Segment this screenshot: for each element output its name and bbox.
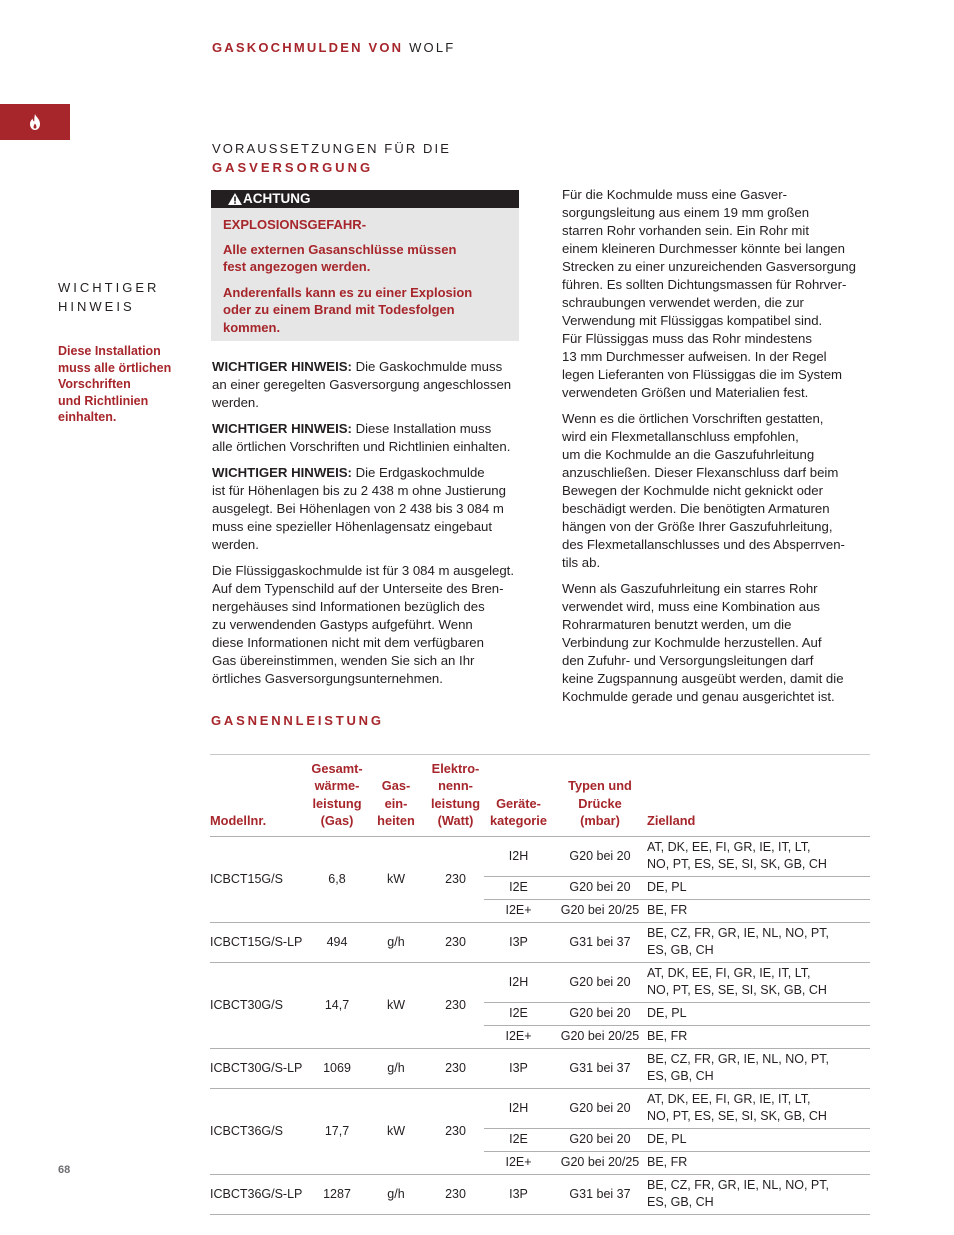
sidebar-note-line: einhalten. — [58, 410, 117, 425]
body-paragraph — [562, 186, 892, 402]
paragraph-line: einem kleineren Durchmesser könnte bei langen — [562, 241, 845, 256]
warning-paragraph — [223, 216, 513, 233]
paragraph-line: Für die Kochmulde muss eine Gasver- — [562, 187, 788, 202]
paragraph-line: den Zufuhr- und Versorgungsleitungen darf — [562, 653, 814, 668]
category-cell: I3P — [484, 1048, 553, 1088]
model-cell: ICBCT30G/S — [210, 962, 309, 1048]
category-cell: I3P — [484, 1174, 553, 1214]
note-text: Die Erdgaskochmulde — [351, 465, 485, 480]
pressure-cell: G20 bei 20/25 — [553, 899, 647, 922]
country-cell: DE, PL — [647, 1002, 870, 1025]
paragraph-line: verwendet wird, muss eine Kombination aus — [562, 599, 821, 614]
category-cell: I3P — [484, 922, 553, 962]
model-cell: ICBCT30G/S-LP — [210, 1048, 309, 1088]
category-cell: I2E — [484, 876, 553, 899]
unit-cell: kW — [365, 1088, 427, 1174]
paragraph-line: sorgungsleitung aus einem 19 mm großen — [562, 205, 810, 220]
country-cell: DE, PL — [647, 876, 870, 899]
paragraph-line: anzuschließen. Dieser Flexanschluss darf beim — [562, 465, 839, 480]
watt-cell: 230 — [427, 836, 484, 922]
watt-cell: 230 — [427, 1088, 484, 1174]
sidebar-note-line: Diese Installation — [58, 344, 161, 358]
page-number: 68 — [58, 1164, 71, 1176]
pressure-cell: G20 bei 20 — [553, 876, 647, 899]
paragraph-line: schraubungen verwendet werden, die zur — [562, 295, 804, 310]
table-row — [210, 922, 870, 962]
paragraph-line: örtliches Gasversorgungsunternehmen. — [212, 671, 443, 686]
country-cell: BE, CZ, FR, GR, IE, NL, NO, PT, ES, GB, CH — [647, 922, 870, 962]
pressure-cell: G20 bei 20 — [553, 836, 647, 876]
note-text: werden. — [212, 537, 259, 552]
left-column — [212, 358, 542, 696]
sidebar-title — [58, 278, 159, 316]
warning-paragraph — [223, 241, 513, 276]
unit-cell: g/h — [365, 922, 427, 962]
paragraph-line: starren Rohr vorhanden sein. Ein Rohr mit — [562, 223, 810, 238]
note-text: werden. — [212, 395, 259, 410]
header-category: Geräte- kategorie — [484, 755, 553, 837]
paragraph-line: Gas übereinstimmen, wenden Sie sich an Ihr — [212, 653, 475, 668]
category-cell: I2E+ — [484, 1025, 553, 1048]
pressure-cell: G20 bei 20/25 — [553, 1151, 647, 1174]
paragraph-line: wird ein Flexmetallanschluss empfohlen, — [562, 429, 799, 444]
model-cell: ICBCT36G/S — [210, 1088, 309, 1174]
right-column — [562, 186, 892, 714]
paragraph-line: Verwendung mit Flüssiggas kompatibel sind. — [562, 313, 823, 328]
paragraph-line: Bewegen der Kochmulde nicht geknickt oder — [562, 483, 823, 498]
paragraph-line: Die Flüssiggaskochmulde ist für 3 084 m ausgelegt. — [212, 563, 514, 578]
unit-cell: g/h — [365, 1174, 427, 1214]
pressure-cell: G31 bei 37 — [553, 922, 647, 962]
paragraph-line: legen Lieferanten von Flüssiggas die im System — [562, 367, 843, 382]
note-text: ausgelegt. Bei Höhenlagen von 2 438 bis 3 084 m — [212, 501, 504, 516]
section-title — [212, 139, 451, 177]
paragraph-line: Strecken zu einer unzureichenden Gasversorgung — [562, 259, 856, 274]
watt-cell: 230 — [427, 962, 484, 1048]
model-cell: ICBCT15G/S — [210, 836, 309, 922]
rating-title: GASNENNLEISTUNG — [211, 713, 384, 728]
warning-label: ACHTUNG — [243, 191, 311, 206]
body-paragraph — [212, 562, 542, 688]
model-cell: ICBCT36G/S-LP — [210, 1174, 309, 1214]
category-cell: I2E — [484, 1002, 553, 1025]
header-country: Zielland — [647, 755, 870, 837]
note-text: Diese Installation muss — [351, 421, 492, 436]
paragraph-line: tils ab. — [562, 555, 601, 570]
category-cell: I2E+ — [484, 1151, 553, 1174]
pressure-cell: G20 bei 20/25 — [553, 1025, 647, 1048]
model-cell: ICBCT15G/S-LP — [210, 922, 309, 962]
paragraph-line: des Flexmetallanschlusses und des Absperrven- — [562, 537, 845, 552]
warning-paragraph — [223, 284, 513, 336]
header-normal: WOLF — [409, 40, 456, 55]
warning-header — [211, 190, 519, 208]
paragraph-line: verwendeten Größen und Materialien fest. — [562, 385, 809, 400]
country-cell: BE, FR — [647, 1025, 870, 1048]
warning-line: EXPLOSIONSGEFAHR- — [223, 217, 367, 232]
flame-icon — [28, 114, 42, 130]
paragraph-line: um die Kochmulde an die Gaszufuhrleitung — [562, 447, 815, 462]
table-header-row — [210, 755, 870, 837]
table-row — [210, 1174, 870, 1214]
gas-rating-table — [210, 754, 870, 1215]
sidebar-title-line1: WICHTIGER — [58, 280, 160, 295]
note-label: WICHTIGER HINWEIS: — [212, 359, 352, 374]
sidebar-note-line: muss alle örtlichen — [58, 360, 172, 375]
watt-cell: 230 — [427, 1048, 484, 1088]
power-cell: 1287 — [309, 1174, 365, 1214]
paragraph-line: führen. Es sollten Dichtungsmassen für Rohrver- — [562, 277, 847, 292]
important-note — [212, 420, 542, 456]
unit-cell: g/h — [365, 1048, 427, 1088]
category-cell: I2H — [484, 1088, 553, 1128]
pressure-cell: G20 bei 20 — [553, 1002, 647, 1025]
note-text: Die Gaskochmulde muss — [351, 359, 503, 374]
paragraph-line: Auf dem Typenschild auf der Unterseite des Bren- — [212, 581, 504, 596]
section-title-line2: GASVERSORGUNG — [212, 160, 374, 175]
header-total-power: Gesamt- wärme- leistung (Gas) — [309, 755, 365, 837]
paragraph-line: Wenn als Gaszufuhrleitung ein starres Rohr — [562, 581, 818, 596]
power-cell: 17,7 — [309, 1088, 365, 1174]
category-cell: I2E+ — [484, 899, 553, 922]
power-cell: 14,7 — [309, 962, 365, 1048]
section-title-line1: VORAUSSETZUNGEN FÜR DIE — [212, 141, 451, 156]
section-tab — [0, 104, 70, 140]
pressure-cell: G20 bei 20 — [553, 1128, 647, 1151]
note-text: an einer geregelten Gasversorgung angeschlossen — [212, 377, 512, 392]
paragraph-line: hängen von der Größe Ihrer Gaszufuhrleitung, — [562, 519, 833, 534]
paragraph-line: nergehäuses sind Informationen bezüglich des — [212, 599, 485, 614]
table-row — [210, 962, 870, 1002]
paragraph-line: Rohrarmaturen benutzt werden, um die — [562, 617, 792, 632]
country-cell: BE, FR — [647, 1151, 870, 1174]
country-cell: AT, DK, EE, FI, GR, IE, IT, LT, NO, PT, ES, SE, SI, SK, GB, CH — [647, 836, 870, 876]
country-cell: DE, PL — [647, 1128, 870, 1151]
warning-box — [211, 190, 519, 341]
warning-line: fest angezogen werden. — [223, 259, 371, 275]
table-row — [210, 836, 870, 876]
category-cell: I2H — [484, 836, 553, 876]
page-header — [212, 40, 455, 55]
body-paragraph — [562, 410, 892, 572]
country-cell: BE, CZ, FR, GR, IE, NL, NO, PT, ES, GB, CH — [647, 1048, 870, 1088]
power-cell: 1069 — [309, 1048, 365, 1088]
pressure-cell: G31 bei 37 — [553, 1048, 647, 1088]
sidebar-note-line: Vorschriften — [58, 377, 131, 392]
important-note — [212, 358, 542, 412]
note-label: WICHTIGER HINWEIS: — [212, 421, 352, 436]
watt-cell: 230 — [427, 1174, 484, 1214]
note-text: alle örtlichen Vorschriften und Richtlinien einhalten. — [212, 439, 511, 454]
note-label: WICHTIGER HINWEIS: — [212, 465, 352, 480]
unit-cell: kW — [365, 836, 427, 922]
pressure-cell: G20 bei 20 — [553, 1088, 647, 1128]
header-electric-power: Elektro- nenn- leistung (Watt) — [427, 755, 484, 837]
pressure-cell: G31 bei 37 — [553, 1174, 647, 1214]
paragraph-line: 13 mm Durchmesser aufweisen. In der Regel — [562, 349, 827, 364]
country-cell: AT, DK, EE, FI, GR, IE, IT, LT, NO, PT, ES, SE, SI, SK, GB, CH — [647, 962, 870, 1002]
country-cell: AT, DK, EE, FI, GR, IE, IT, LT, NO, PT, ES, SE, SI, SK, GB, CH — [647, 1088, 870, 1128]
pressure-cell: G20 bei 20 — [553, 962, 647, 1002]
warning-line: Anderenfalls kann es zu einer Explosion — [223, 285, 473, 300]
paragraph-line: Für Flüssiggas muss das Rohr mindestens — [562, 331, 812, 346]
table-row — [210, 1048, 870, 1088]
watt-cell: 230 — [427, 922, 484, 962]
sidebar-note — [58, 343, 198, 426]
header-bold: GASKOCHMULDEN VON — [212, 40, 404, 55]
header-model: Modellnr. — [210, 755, 309, 837]
country-cell: BE, FR — [647, 899, 870, 922]
warning-line: kommen. — [223, 319, 281, 335]
note-text: muss eine spezieller Höhenlagensatz eingebaut — [212, 519, 493, 534]
paragraph-line: keine Zugspannung ausgeübt werden, damit die — [562, 671, 844, 686]
paragraph-line: zu verwendenden Gastyps aufgeführt. Wenn — [212, 617, 473, 632]
sidebar-note-line: und Richtlinien — [58, 393, 149, 408]
table-row — [210, 1088, 870, 1128]
paragraph-line: Wenn es die örtlichen Vorschriften gestatten, — [562, 411, 824, 426]
note-text: ist für Höhenlagen bis zu 2 438 m ohne Justierung — [212, 483, 506, 498]
country-cell: BE, CZ, FR, GR, IE, NL, NO, PT, ES, GB, CH — [647, 1174, 870, 1214]
sidebar-title-line2: HINWEIS — [58, 299, 135, 314]
power-cell: 494 — [309, 922, 365, 962]
warning-line: oder zu einem Brand mit Todesfolgen — [223, 302, 455, 318]
category-cell: I2E — [484, 1128, 553, 1151]
warning-triangle-icon — [228, 193, 242, 205]
header-pressure: Typen und Drücke (mbar) — [553, 755, 647, 837]
warning-line: Alle externen Gasanschlüsse müssen — [223, 242, 457, 257]
paragraph-line: Verbindung zur Kochmulde herzustellen. Auf — [562, 635, 822, 650]
unit-cell: kW — [365, 962, 427, 1048]
paragraph-line: diese Informationen nicht mit dem verfügbaren — [212, 635, 484, 650]
important-note — [212, 464, 542, 554]
body-paragraph — [562, 580, 892, 706]
header-gas-units: Gas- ein- heiten — [365, 755, 427, 837]
power-cell: 6,8 — [309, 836, 365, 922]
category-cell: I2H — [484, 962, 553, 1002]
paragraph-line: beschädigt werden. Die benötigten Armaturen — [562, 501, 830, 516]
paragraph-line: Kochmulde gerade und genau ausgerichtet ist. — [562, 689, 835, 704]
